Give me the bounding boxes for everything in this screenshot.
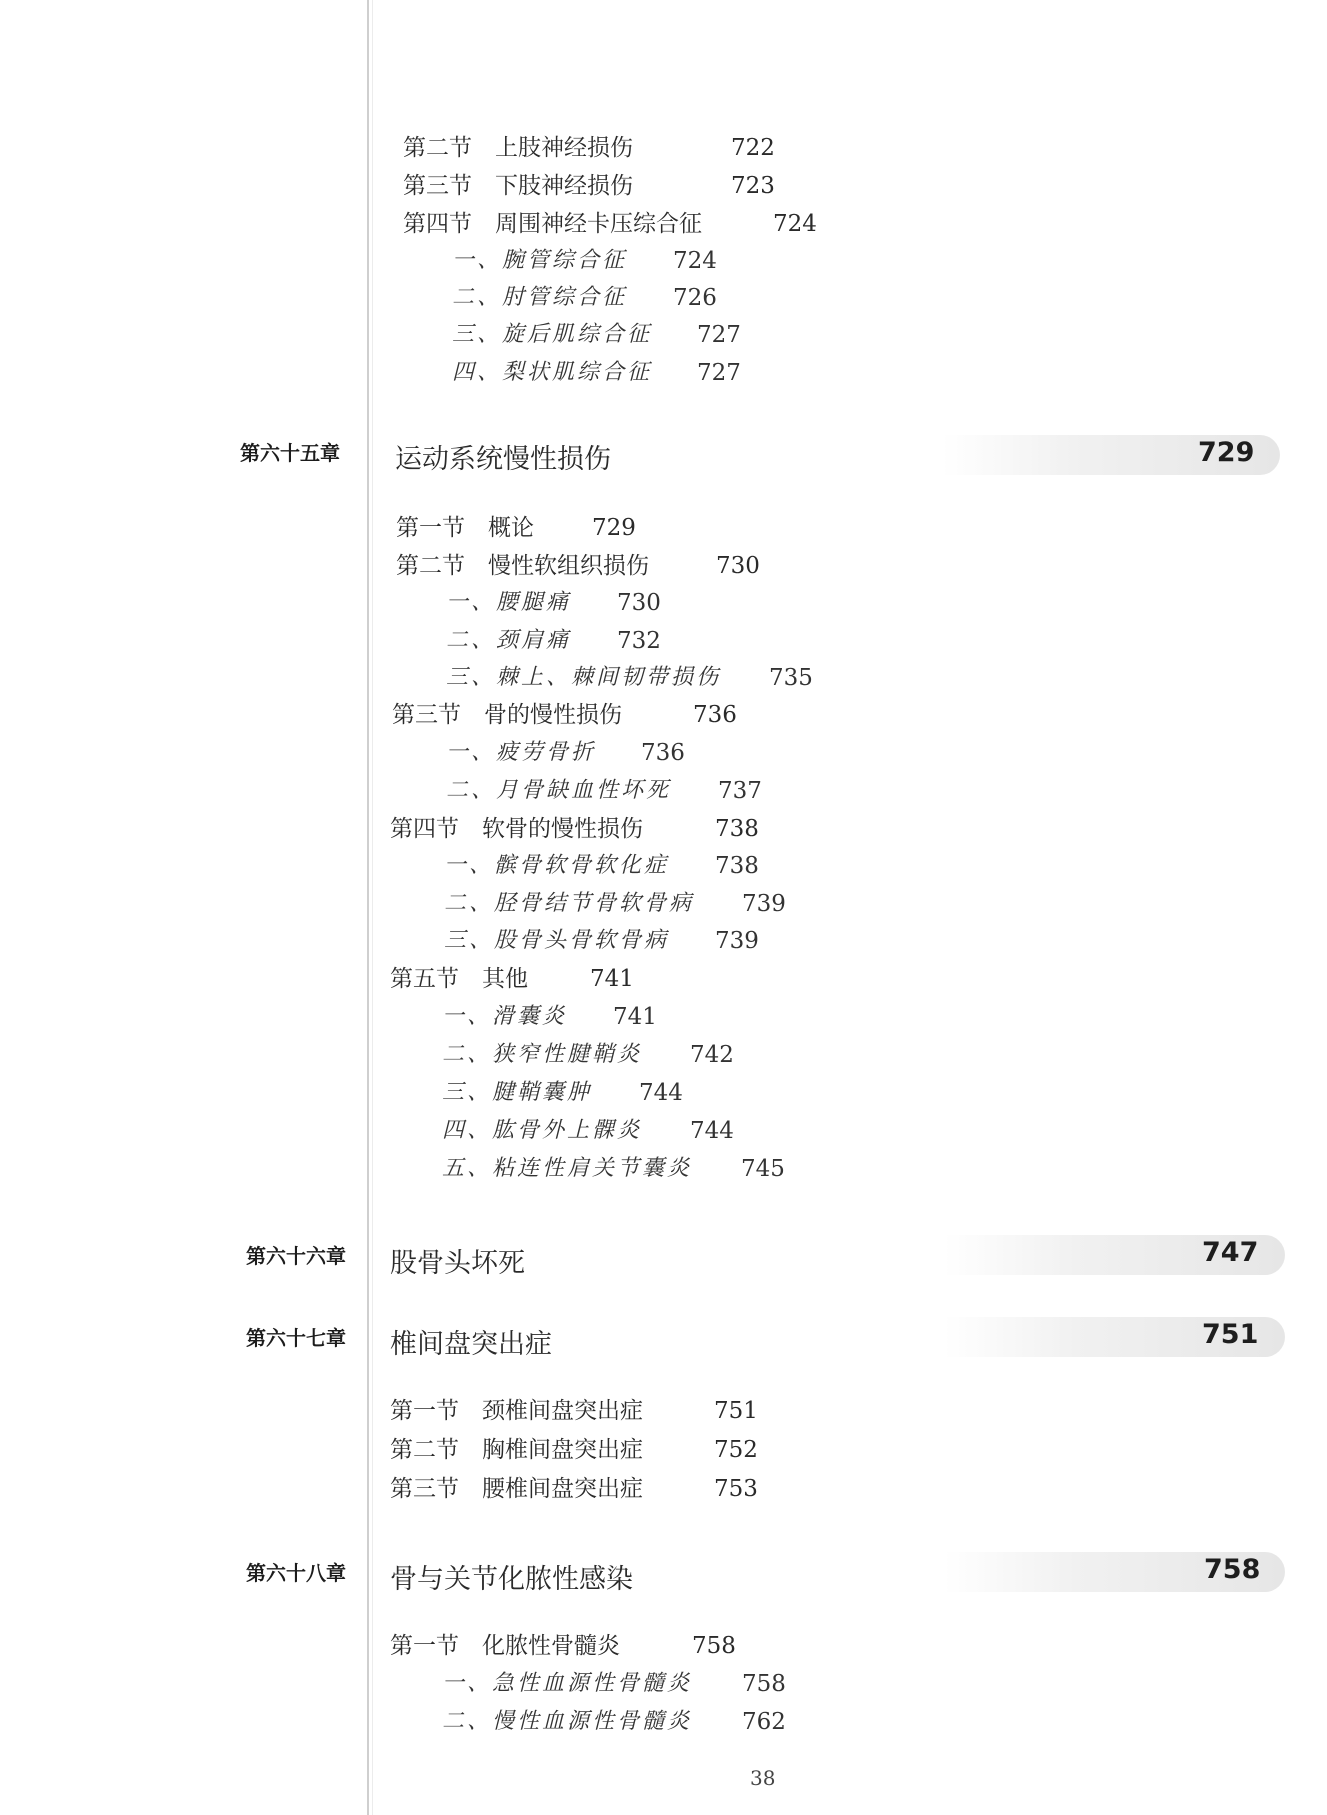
- chapter-title[interactable]: 椎间盘突出症: [390, 1329, 552, 1360]
- entry-label: 三、旋后肌综合征: [452, 322, 653, 347]
- entry-label: 二、胫骨结节骨软骨病: [444, 891, 695, 916]
- toc-entry[interactable]: [396, 552, 760, 580]
- entry-label: 三、腱鞘囊肿: [442, 1080, 593, 1105]
- entry-label: 第二节 胸椎间盘突出症: [390, 1437, 643, 1463]
- entry-label: 第三节 骨的慢性损伤: [392, 702, 622, 728]
- toc-subentry[interactable]: [446, 739, 685, 767]
- entry-page: 751: [714, 1398, 758, 1424]
- chapter-title[interactable]: 运动系统慢性损伤: [395, 444, 611, 475]
- entry-label: 四、梨状肌综合征: [452, 360, 653, 385]
- toc-subentry[interactable]: [444, 927, 759, 955]
- entry-label: 一、髌骨软骨软化症: [444, 853, 670, 878]
- entry-label: 三、股骨头骨软骨病: [444, 928, 670, 953]
- chapter-number: 第六十五章: [240, 441, 340, 465]
- toc-subentry[interactable]: [452, 321, 741, 349]
- margin-rule-shadow: [372, 0, 373, 1815]
- entry-page: 753: [714, 1476, 758, 1502]
- entry-label: 第二节 慢性软组织损伤: [396, 553, 649, 579]
- entry-page: 727: [697, 360, 741, 386]
- toc-subentry[interactable]: [444, 852, 759, 880]
- entry-page: 752: [714, 1437, 758, 1463]
- entry-label: 第一节 概论: [396, 515, 534, 541]
- entry-page: 741: [613, 1004, 657, 1030]
- entry-label: 五、粘连性肩关节囊炎: [442, 1156, 693, 1181]
- entry-label: 第四节 软骨的慢性损伤: [390, 816, 643, 842]
- toc-entry[interactable]: [390, 1475, 758, 1503]
- entry-page: 727: [697, 322, 741, 348]
- entry-page: 724: [673, 248, 717, 274]
- toc-subentry[interactable]: [452, 247, 717, 275]
- toc-entry[interactable]: [390, 965, 634, 993]
- toc-subentry[interactable]: [442, 1708, 786, 1736]
- toc-entry[interactable]: [403, 210, 817, 238]
- toc-entry[interactable]: [392, 701, 737, 729]
- page-number: 38: [750, 1766, 776, 1790]
- toc-subentry[interactable]: [442, 1003, 657, 1031]
- entry-label: 第一节 化脓性骨髓炎: [390, 1633, 620, 1659]
- entry-page: 758: [692, 1633, 736, 1659]
- toc-subentry[interactable]: [452, 359, 741, 387]
- chapter-title[interactable]: 股骨头坏死: [390, 1248, 525, 1279]
- entry-page: 732: [617, 628, 661, 654]
- entry-label: 一、腰腿痛: [446, 590, 572, 615]
- entry-page: 762: [742, 1709, 786, 1735]
- entry-page: 736: [641, 740, 685, 766]
- toc-entry[interactable]: [403, 172, 775, 200]
- entry-page: 744: [639, 1080, 683, 1106]
- entry-label: 一、急性血源性骨髓炎: [442, 1671, 693, 1696]
- chapter-page: 751: [1202, 1319, 1259, 1350]
- entry-page: 758: [742, 1671, 786, 1697]
- toc-subentry[interactable]: [442, 1079, 683, 1107]
- toc-entry[interactable]: [403, 134, 775, 162]
- toc-entry[interactable]: [396, 514, 636, 542]
- toc-subentry[interactable]: [442, 1117, 734, 1145]
- entry-page: 736: [693, 702, 737, 728]
- entry-page: 738: [715, 853, 759, 879]
- entry-label: 第三节 腰椎间盘突出症: [390, 1476, 643, 1502]
- entry-page: 724: [773, 211, 817, 237]
- entry-label: 第四节 周围神经卡压综合征: [403, 211, 702, 237]
- entry-label: 二、月骨缺血性坏死: [446, 778, 672, 803]
- toc-subentry[interactable]: [446, 777, 762, 805]
- entry-page: 723: [731, 173, 775, 199]
- margin-rule: [367, 0, 369, 1815]
- entry-page: 729: [592, 515, 636, 541]
- chapter-number: 第六十六章: [246, 1244, 346, 1268]
- entry-page: 730: [716, 553, 760, 579]
- entry-label: 第二节 上肢神经损伤: [403, 135, 633, 161]
- entry-page: 737: [718, 778, 762, 804]
- entry-page: 726: [673, 285, 717, 311]
- toc-subentry[interactable]: [446, 589, 661, 617]
- entry-label: 一、疲劳骨折: [446, 740, 597, 765]
- entry-label: 二、狭窄性腱鞘炎: [442, 1042, 643, 1067]
- entry-page: 739: [715, 928, 759, 954]
- toc-subentry[interactable]: [444, 890, 786, 918]
- entry-page: 735: [769, 665, 813, 691]
- entry-page: 742: [690, 1042, 734, 1068]
- toc-subentry[interactable]: [446, 627, 661, 655]
- entry-page: 739: [742, 891, 786, 917]
- chapter-number: 第六十八章: [246, 1561, 346, 1585]
- toc-subentry[interactable]: [442, 1041, 734, 1069]
- toc-entry[interactable]: [390, 815, 759, 843]
- entry-page: 744: [690, 1118, 734, 1144]
- toc-entry[interactable]: [390, 1397, 758, 1425]
- entry-label: 第五节 其他: [390, 966, 528, 992]
- chapter-page: 729: [1198, 437, 1255, 468]
- entry-page: 745: [741, 1156, 785, 1182]
- entry-label: 一、腕管综合征: [452, 248, 628, 273]
- entry-label: 二、颈肩痛: [446, 628, 572, 653]
- entry-page: 741: [590, 966, 634, 992]
- chapter-number: 第六十七章: [246, 1326, 346, 1350]
- entry-label: 三、棘上、棘间韧带损伤: [446, 665, 722, 690]
- toc-subentry[interactable]: [442, 1155, 785, 1183]
- entry-label: 第三节 下肢神经损伤: [403, 173, 633, 199]
- toc-subentry[interactable]: [446, 664, 813, 692]
- entry-label: 二、慢性血源性骨髓炎: [442, 1709, 693, 1734]
- entry-page: 738: [715, 816, 759, 842]
- chapter-title[interactable]: 骨与关节化脓性感染: [390, 1564, 633, 1595]
- entry-label: 第一节 颈椎间盘突出症: [390, 1398, 643, 1424]
- entry-label: 二、肘管综合征: [452, 285, 628, 310]
- chapter-page: 758: [1204, 1554, 1261, 1585]
- chapter-page: 747: [1202, 1237, 1259, 1268]
- toc-entry[interactable]: [390, 1632, 736, 1660]
- toc-subentry[interactable]: [442, 1670, 786, 1698]
- toc-subentry[interactable]: [452, 284, 717, 312]
- entry-page: 722: [731, 135, 775, 161]
- entry-label: 一、滑囊炎: [442, 1004, 568, 1029]
- entry-label: 四、肱骨外上髁炎: [442, 1118, 643, 1143]
- toc-entry[interactable]: [390, 1436, 758, 1464]
- entry-page: 730: [617, 590, 661, 616]
